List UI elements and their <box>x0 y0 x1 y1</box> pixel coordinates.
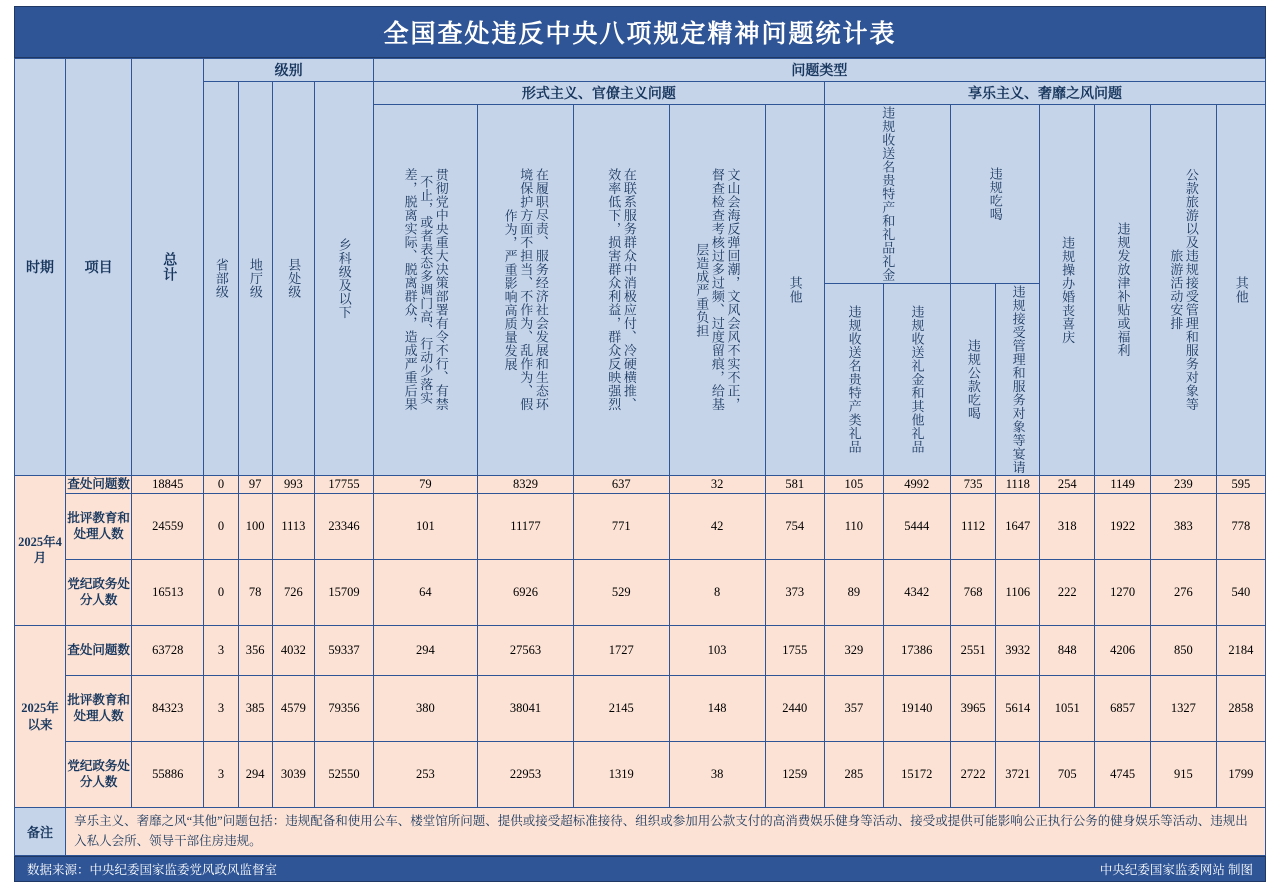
cell-hedonism-0: 89 <box>825 560 884 626</box>
cell-hedonism-3: 1106 <box>996 560 1040 626</box>
cell-hedonism-1: 17386 <box>883 626 950 676</box>
row-item-label: 批评教育和处理人数 <box>66 494 132 560</box>
cell-level-3: 23346 <box>315 494 374 560</box>
cell-formalism-3: 32 <box>669 475 765 494</box>
cell-hedonism-3: 1647 <box>996 494 1040 560</box>
cell-level-2: 4579 <box>272 676 315 742</box>
cell-hedonism-4: 848 <box>1040 626 1095 676</box>
cell-formalism-4: 1259 <box>765 742 825 808</box>
cell-formalism-2: 1319 <box>573 742 669 808</box>
cell-formalism-3: 103 <box>669 626 765 676</box>
cell-level-1: 97 <box>238 475 272 494</box>
cell-level-1: 294 <box>238 742 272 808</box>
cell-formalism-2: 771 <box>573 494 669 560</box>
note-label: 备注 <box>15 808 66 856</box>
cell-hedonism-3: 5614 <box>996 676 1040 742</box>
cell-formalism-3: 42 <box>669 494 765 560</box>
cell-hedonism-6: 850 <box>1150 626 1216 676</box>
cell-hedonism-0: 285 <box>825 742 884 808</box>
header-dining-sub-1: 违规公款吃喝 <box>950 283 996 475</box>
cell-level-0: 0 <box>204 560 238 626</box>
cell-hedonism-2: 3965 <box>950 676 996 742</box>
header-row-1 <box>15 59 1266 82</box>
cell-formalism-2: 637 <box>573 475 669 494</box>
cell-hedonism-6: 915 <box>1150 742 1216 808</box>
header-formalism-col-2: 在履职尽责、服务经济社会发展和生态环境保护方面不担当、不作为、乱作为、假作为，严重影响高质量发展 <box>478 105 574 476</box>
table-row <box>15 742 1266 808</box>
cell-hedonism-5: 1149 <box>1095 475 1150 494</box>
footer-credit: 中央纪委国家监委网站 制图 <box>1099 862 1253 877</box>
cell-hedonism-3: 3721 <box>996 742 1040 808</box>
cell-formalism-1: 8329 <box>478 475 574 494</box>
header-hedonism-gift: 违规收送名贵特产和礼品礼金 <box>825 105 951 284</box>
header-level-xiangke: 乡科级及以下 <box>315 82 374 476</box>
footer-bar <box>14 856 1266 882</box>
cell-hedonism-1: 15172 <box>883 742 950 808</box>
cell-total: 24559 <box>132 494 204 560</box>
header-hedonism-dining: 违规吃喝 <box>950 105 1039 284</box>
cell-hedonism-6: 276 <box>1150 560 1216 626</box>
cell-formalism-3: 38 <box>669 742 765 808</box>
cell-hedonism-7: 2858 <box>1216 676 1265 742</box>
header-gift-sub-1: 违规收送名贵特产类礼品 <box>825 283 884 475</box>
cell-hedonism-0: 105 <box>825 475 884 494</box>
header-gift-sub-2: 违规收送礼金和其他礼品 <box>883 283 950 475</box>
cell-hedonism-4: 1051 <box>1040 676 1095 742</box>
cell-hedonism-7: 595 <box>1216 475 1265 494</box>
header-formalism-col-other: 其他 <box>765 105 825 476</box>
row-item-label: 查处问题数 <box>66 475 132 494</box>
cell-formalism-0: 79 <box>373 475 477 494</box>
cell-total: 84323 <box>132 676 204 742</box>
header-hedonism-group: 享乐主义、奢靡之风问题 <box>825 82 1266 105</box>
cell-hedonism-5: 1922 <box>1095 494 1150 560</box>
header-formalism-group: 形式主义、官僚主义问题 <box>373 82 824 105</box>
cell-hedonism-3: 1118 <box>996 475 1040 494</box>
header-total: 总计 <box>132 59 204 476</box>
note-text: 享乐主义、奢靡之风“其他”问题包括：违规配备和使用公车、楼堂馆所问题、提供或接受超标准接待、组织或参加用公款支付的高消费娱乐健身等活动、接受或提供可能影响公正执行公务的健身娱乐等活动、违规出入私人会所、领导干部住房违规。 <box>66 808 1266 856</box>
cell-level-0: 3 <box>204 626 238 676</box>
cell-hedonism-6: 239 <box>1150 475 1216 494</box>
cell-formalism-1: 11177 <box>478 494 574 560</box>
table-row <box>15 475 1266 494</box>
cell-hedonism-0: 329 <box>825 626 884 676</box>
header-period: 时期 <box>15 59 66 476</box>
cell-formalism-0: 294 <box>373 626 477 676</box>
footer-source: 数据来源：中央纪委国家监委党风政风监督室 <box>27 862 278 877</box>
cell-level-2: 993 <box>272 475 315 494</box>
header-problem-type-group: 问题类型 <box>373 59 1265 82</box>
page-title: 全国查处违反中央八项规定精神问题统计表 <box>14 6 1266 58</box>
cell-hedonism-6: 1327 <box>1150 676 1216 742</box>
header-level-diting: 地厅级 <box>238 82 272 476</box>
cell-formalism-3: 148 <box>669 676 765 742</box>
table-row <box>15 676 1266 742</box>
cell-formalism-4: 581 <box>765 475 825 494</box>
statistics-table <box>14 58 1266 856</box>
cell-formalism-1: 38041 <box>478 676 574 742</box>
cell-hedonism-5: 4745 <box>1095 742 1150 808</box>
period-label-1: 2025年4月 <box>15 475 66 626</box>
cell-formalism-1: 6926 <box>478 560 574 626</box>
cell-total: 18845 <box>132 475 204 494</box>
cell-hedonism-4: 222 <box>1040 560 1095 626</box>
cell-formalism-0: 380 <box>373 676 477 742</box>
header-formalism-col-3: 在联系服务群众中消极应付、冷硬横推、效率低下，损害群众利益，群众反映强烈 <box>573 105 669 476</box>
header-level-sheng: 省部级 <box>204 82 238 476</box>
cell-formalism-1: 22953 <box>478 742 574 808</box>
cell-level-2: 4032 <box>272 626 315 676</box>
header-hedonism-travel: 公款旅游以及违规接受管理和服务对象等旅游活动安排 <box>1150 105 1216 476</box>
cell-hedonism-5: 6857 <box>1095 676 1150 742</box>
cell-hedonism-6: 383 <box>1150 494 1216 560</box>
table-row <box>15 494 1266 560</box>
cell-hedonism-4: 705 <box>1040 742 1095 808</box>
note-row <box>15 808 1266 856</box>
row-item-label: 批评教育和处理人数 <box>66 676 132 742</box>
cell-hedonism-1: 4342 <box>883 560 950 626</box>
cell-formalism-1: 27563 <box>478 626 574 676</box>
cell-hedonism-7: 2184 <box>1216 626 1265 676</box>
cell-hedonism-2: 768 <box>950 560 996 626</box>
cell-hedonism-0: 110 <box>825 494 884 560</box>
cell-hedonism-3: 3932 <box>996 626 1040 676</box>
period-label-2: 2025年以来 <box>15 626 66 808</box>
cell-hedonism-7: 540 <box>1216 560 1265 626</box>
row-item-label: 党纪政务处分人数 <box>66 560 132 626</box>
cell-total: 63728 <box>132 626 204 676</box>
cell-formalism-4: 754 <box>765 494 825 560</box>
cell-level-3: 59337 <box>315 626 374 676</box>
cell-formalism-2: 1727 <box>573 626 669 676</box>
cell-level-2: 726 <box>272 560 315 626</box>
cell-formalism-0: 64 <box>373 560 477 626</box>
cell-hedonism-2: 2722 <box>950 742 996 808</box>
cell-level-3: 52550 <box>315 742 374 808</box>
cell-hedonism-2: 2551 <box>950 626 996 676</box>
cell-formalism-0: 253 <box>373 742 477 808</box>
cell-hedonism-7: 1799 <box>1216 742 1265 808</box>
cell-level-1: 385 <box>238 676 272 742</box>
table-row <box>15 560 1266 626</box>
cell-level-3: 17755 <box>315 475 374 494</box>
cell-level-1: 100 <box>238 494 272 560</box>
cell-level-0: 0 <box>204 475 238 494</box>
cell-hedonism-5: 4206 <box>1095 626 1150 676</box>
cell-level-3: 15709 <box>315 560 374 626</box>
header-formalism-col-4: 文山会海反弹回潮，文风会风不实不正，督查检查考核过多过频、过度留痕，给基层造成严重负担 <box>669 105 765 476</box>
cell-level-0: 3 <box>204 676 238 742</box>
cell-formalism-2: 2145 <box>573 676 669 742</box>
row-item-label: 查处问题数 <box>66 626 132 676</box>
cell-level-2: 1113 <box>272 494 315 560</box>
cell-level-1: 78 <box>238 560 272 626</box>
cell-hedonism-2: 735 <box>950 475 996 494</box>
cell-hedonism-1: 19140 <box>883 676 950 742</box>
cell-level-0: 0 <box>204 494 238 560</box>
cell-hedonism-0: 357 <box>825 676 884 742</box>
header-item: 项目 <box>66 59 132 476</box>
header-hedonism-weddings: 违规操办婚丧喜庆 <box>1040 105 1095 476</box>
cell-formalism-3: 8 <box>669 560 765 626</box>
header-level-xianchu: 县处级 <box>272 82 315 476</box>
cell-hedonism-4: 318 <box>1040 494 1095 560</box>
cell-hedonism-2: 1112 <box>950 494 996 560</box>
cell-hedonism-1: 5444 <box>883 494 950 560</box>
cell-hedonism-5: 1270 <box>1095 560 1150 626</box>
cell-hedonism-7: 778 <box>1216 494 1265 560</box>
header-hedonism-allowances: 违规发放津补贴或福利 <box>1095 105 1150 476</box>
cell-level-2: 3039 <box>272 742 315 808</box>
cell-level-3: 79356 <box>315 676 374 742</box>
cell-total: 55886 <box>132 742 204 808</box>
cell-level-0: 3 <box>204 742 238 808</box>
header-formalism-col-1: 贯彻党中央重大决策部署有令不行、有禁不止，或者表态多调门高、行动少落实差，脱离实际、脱离群众，造成严重后果 <box>373 105 477 476</box>
header-dining-sub-2: 违规接受管理和服务对象等宴请 <box>996 283 1040 475</box>
cell-formalism-4: 2440 <box>765 676 825 742</box>
cell-formalism-0: 101 <box>373 494 477 560</box>
table-row <box>15 626 1266 676</box>
cell-hedonism-1: 4992 <box>883 475 950 494</box>
cell-level-1: 356 <box>238 626 272 676</box>
cell-formalism-4: 373 <box>765 560 825 626</box>
cell-formalism-2: 529 <box>573 560 669 626</box>
cell-hedonism-4: 254 <box>1040 475 1095 494</box>
cell-formalism-4: 1755 <box>765 626 825 676</box>
header-hedonism-other: 其他 <box>1216 105 1265 476</box>
header-level-group: 级别 <box>204 59 373 82</box>
row-item-label: 党纪政务处分人数 <box>66 742 132 808</box>
cell-total: 16513 <box>132 560 204 626</box>
